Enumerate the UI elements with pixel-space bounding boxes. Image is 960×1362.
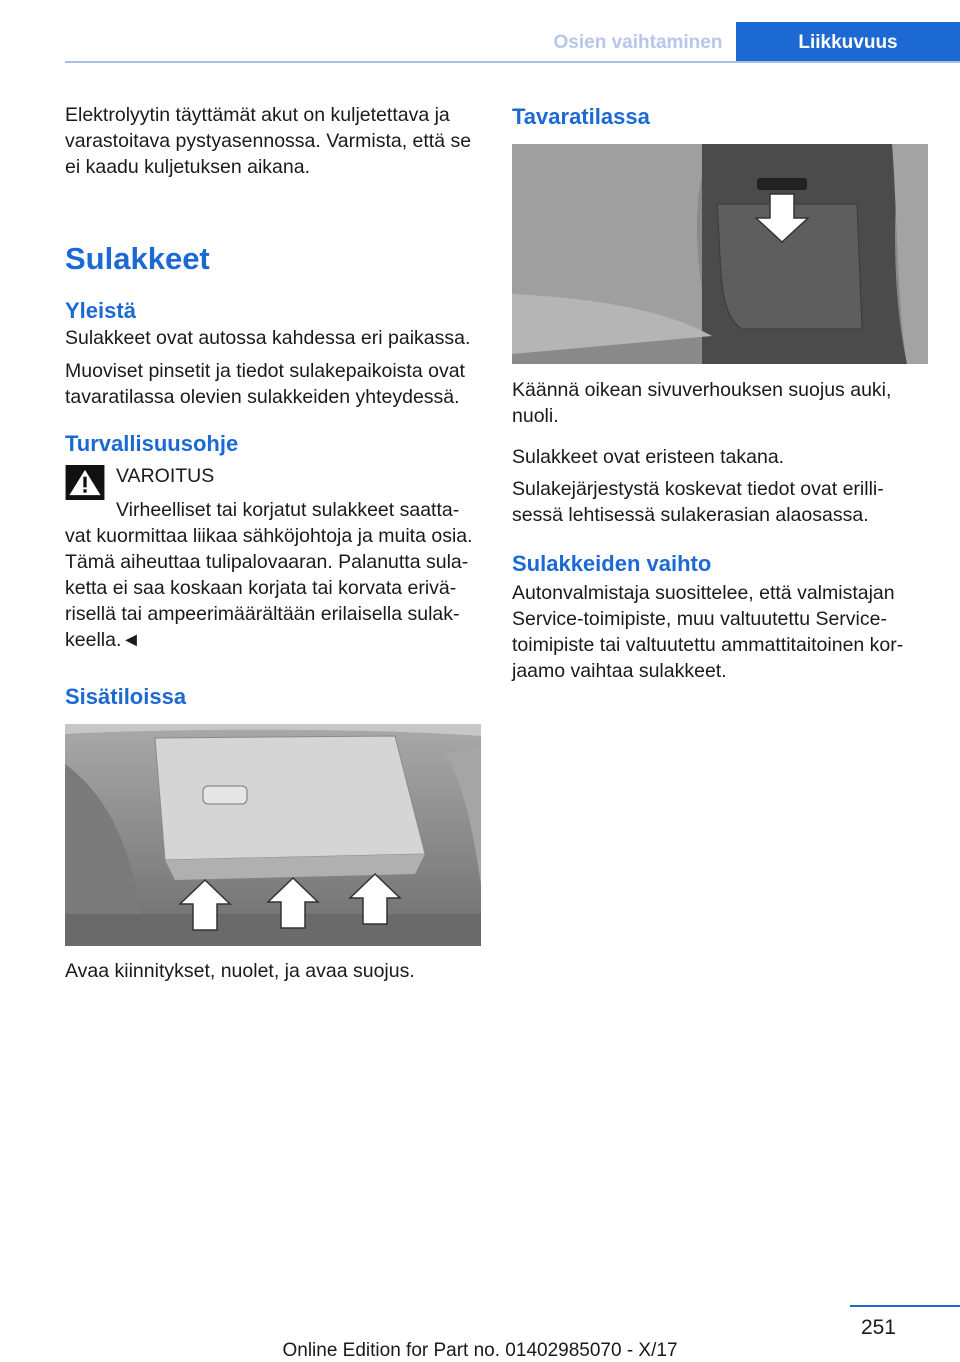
footer-edition: Online Edition for Part no. 01402985070 - X/17 [282, 1340, 678, 1361]
warning-box [65, 463, 481, 653]
warning-text: vat kuormittaa liikaa sähköjohtoja ja muita osia. Tämä aiheuttaa tulipalovaaran. Palanutta sulaketta ei saa koskaan korjata tai korvata erivärisellä tai ampeerimäärältään erilaisella sulakkeella.◄ [65, 525, 473, 651]
warning-triangle-icon [65, 465, 105, 500]
header-rule [65, 61, 960, 63]
trunk-heading: Tavaratilassa [512, 104, 650, 129]
trunk-paragraph-2: Sulakejärjestystä koskevat tiedot ovat erillisessä lehtisessä sulakerasian alaosassa. [512, 478, 884, 526]
trunk-figure [512, 144, 928, 364]
interior-caption: Avaa kiinnitykset, nuolet, ja avaa suojus. [65, 960, 415, 982]
safety-heading: Turvallisuusohje [65, 431, 239, 456]
replace-paragraph: Autonvalmistaja suosittelee, että valmistajan Service-toimipiste, muu valtuutettu Service-toimipiste tai valtuutettu ammattitaitoinen korjaamo vaihtaa sulakkeet. [512, 582, 904, 682]
left-column [65, 100, 481, 984]
intro-paragraph: Elektrolyytin täyttämät akut on kuljetettava ja varastoitava pystyasennossa. Varmista, että se ei kaadu kuljetuksen aikana. [65, 104, 472, 178]
interior-heading: Sisätiloissa [65, 684, 187, 709]
replace-heading: Sulakkeiden vaihto [512, 551, 712, 576]
footer-rule [850, 1305, 960, 1307]
general-paragraph-2: Muoviset pinsetit ja tiedot sulakepaikoista ovat tavaratilassa olevien sulakkeiden yhteydessä. [65, 360, 465, 408]
page-title: Sulakkeet [65, 241, 210, 276]
general-heading: Yleistä [65, 298, 136, 323]
trunk-caption: Käännä oikean sivuverhouksen suojus auki, nuoli. [512, 379, 892, 427]
right-column [512, 100, 928, 684]
page-number: 251 [860, 1316, 896, 1339]
page-header [0, 0, 960, 62]
warning-label: VAROITUS [116, 465, 215, 487]
glovebox-figure [65, 724, 481, 946]
section-tab: Osien vaihtaminen [553, 32, 723, 53]
warning-first-line: Virheelliset tai korjatut sulakkeet saatta- [116, 499, 460, 521]
trunk-paragraph-1: Sulakkeet ovat eristeen takana. [512, 446, 785, 468]
general-paragraph-1: Sulakkeet ovat autossa kahdessa eri paikassa. [65, 327, 471, 349]
chapter-tab: Liikkuvuus [736, 22, 960, 62]
